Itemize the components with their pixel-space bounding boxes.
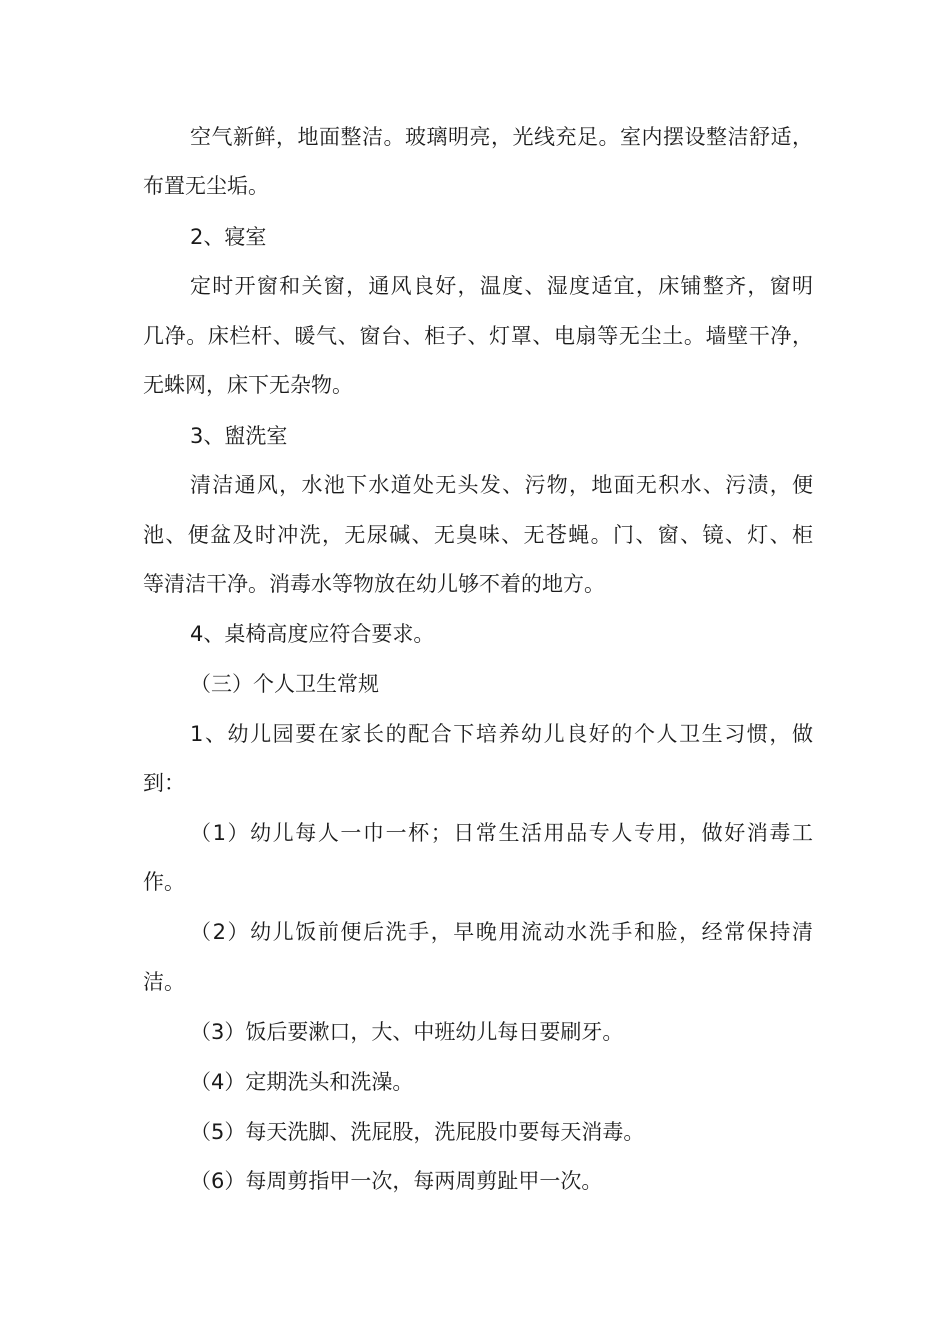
- paragraph-line: 清洁通风，水池下水道处无头发、污物，地面无积水、污渍，便: [190, 473, 813, 497]
- list-item: （4）定期洗头和洗澡。: [190, 1070, 414, 1094]
- list-item: （3）饭后要漱口，大、中班幼儿每日要刷牙。: [190, 1020, 624, 1044]
- paragraph-line: 池、便盆及时冲洗，无尿碱、无臭味、无苍蝇。门、窗、镜、灯、柜: [143, 523, 813, 547]
- paragraph-line: 定时开窗和关窗，通风良好，温度、湿度适宜，床铺整齐，窗明: [190, 274, 813, 298]
- list-item: （2）幼儿饭前便后洗手，早晚用流动水洗手和脸，经常保持清: [190, 920, 813, 944]
- section-heading: （三）个人卫生常规: [190, 672, 379, 696]
- paragraph-line: 无蛛网，床下无杂物。: [143, 373, 353, 397]
- paragraph-line: 1、幼儿园要在家长的配合下培养幼儿良好的个人卫生习惯，做: [190, 722, 813, 746]
- paragraph-line: 布置无尘垢。: [143, 174, 269, 198]
- list-item: （5）每天洗脚、洗屁股，洗屁股巾要每天消毒。: [190, 1120, 645, 1144]
- section-heading: 3、盥洗室: [190, 424, 288, 448]
- paragraph-line: 洁。: [143, 970, 185, 994]
- paragraph-line: 作。: [143, 870, 185, 894]
- list-item: （6）每周剪指甲一次，每两周剪趾甲一次。: [190, 1169, 603, 1193]
- paragraph-line: 4、桌椅高度应符合要求。: [190, 622, 435, 646]
- paragraph-line: 等清洁干净。消毒水等物放在幼儿够不着的地方。: [143, 572, 605, 596]
- paragraph-line: 到：: [143, 771, 185, 795]
- section-heading: 2、寝室: [190, 225, 267, 249]
- paragraph-line: 空气新鲜，地面整洁。玻璃明亮，光线充足。室内摆设整洁舒适，: [190, 125, 813, 149]
- paragraph-line: 几净。床栏杆、暖气、窗台、柜子、灯罩、电扇等无尘土。墙壁干净，: [143, 324, 813, 348]
- list-item: （1）幼儿每人一巾一杯；日常生活用品专人专用，做好消毒工: [190, 821, 813, 845]
